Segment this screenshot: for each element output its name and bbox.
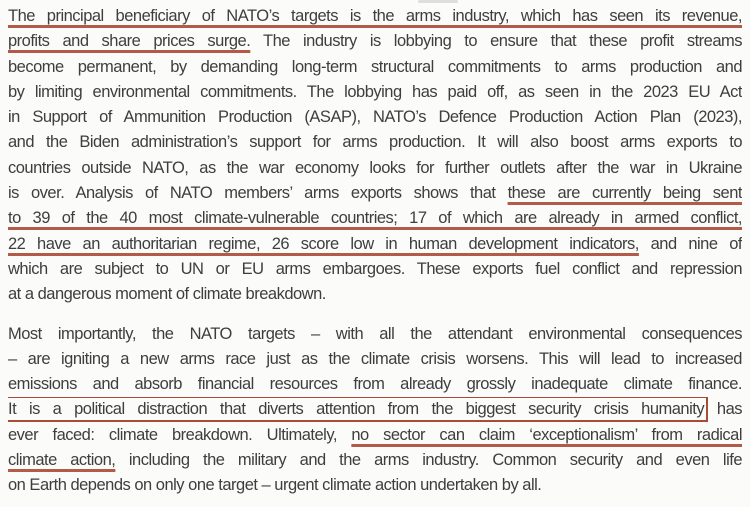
boxed-phrase: It is a political distraction that diverts attention from the biggest security crisis humanity (8, 400, 705, 419)
text-line (8, 347, 742, 372)
text-run: The industry is lobbying to ensure that these profit streams (250, 32, 742, 51)
text-run: is over. Analysis of NATO members’ arms exports shows that (8, 184, 508, 203)
underlined-phrase: profits and share prices surge. (8, 32, 251, 51)
paragraph (8, 322, 742, 499)
underlined-phrase: The principal beneficiary of NATO’s targets is the arms industry, which has seen its revenue, (8, 7, 742, 25)
top-edge-smudge (418, 0, 458, 3)
text-line (8, 372, 742, 397)
text-line (8, 473, 742, 498)
text-line (8, 156, 742, 181)
text-line (8, 130, 742, 155)
text-run: by limiting environmental commitments. The lobbying has paid off, as seen in the 2023 EU Act (8, 82, 742, 101)
text-run: emissions and absorb financial resources from already grossly inadequate climate finance. (8, 375, 742, 394)
text-line (8, 397, 742, 422)
underlined-phrase: to 39 of the 40 most climate-vulnerable countries; 17 of which are already in armed conflict, (8, 209, 742, 228)
text-run: has (704, 400, 742, 419)
paragraph (8, 4, 742, 308)
text-line (8, 181, 742, 206)
text-line (8, 448, 742, 473)
text-run: countries outside NATO, as the war economy looks for further outlets after the war in Ukraine (8, 158, 742, 177)
text-run: on Earth depends on only one target – urgent climate action undertaken by all. (8, 476, 542, 495)
text-line (8, 322, 742, 347)
underlined-phrase: these are currently being sent (507, 184, 742, 203)
underlined-phrase: 22 have an authoritarian regime, 26 score low in human development indicators, (8, 234, 639, 253)
text-line (8, 423, 742, 448)
text-line (8, 232, 742, 257)
text-run: at a dangerous moment of climate breakdown. (8, 285, 326, 304)
text-run: in Support of Ammunition Production (ASAP), NATO’s Defence Production Action Plan (2023), (8, 108, 742, 127)
underlined-phrase: climate action, (8, 451, 116, 470)
text-line (8, 55, 742, 80)
text-run: – are igniting a new arms race just as the climate crisis worsens. This will lead to increased (8, 349, 742, 368)
text-line (8, 80, 742, 105)
text-run: ever faced: climate breakdown. Ultimately, (8, 425, 352, 444)
text-run: and nine of (638, 234, 742, 253)
underlined-phrase: no sector can claim ‘exceptionalism’ from radical (351, 425, 742, 444)
text-run: which are subject to UN or EU arms embargoes. These exports fuel conflict and repression (8, 259, 742, 278)
text-line (8, 282, 742, 307)
text-line (8, 105, 742, 130)
text-run: Most importantly, the NATO targets – with all the attendant environmental consequences (8, 324, 742, 343)
text-line (8, 29, 742, 54)
text-run: including the military and the arms industry. Common security and even life (115, 451, 742, 470)
text-run: and the Biden administration’s support for arms production. It will also boost arms exports to (8, 133, 742, 152)
text-line (8, 257, 742, 282)
text-run: become permanent, by demanding long-term structural commitments to arms production and (8, 57, 742, 76)
text-line (8, 4, 742, 29)
text-line (8, 206, 742, 231)
